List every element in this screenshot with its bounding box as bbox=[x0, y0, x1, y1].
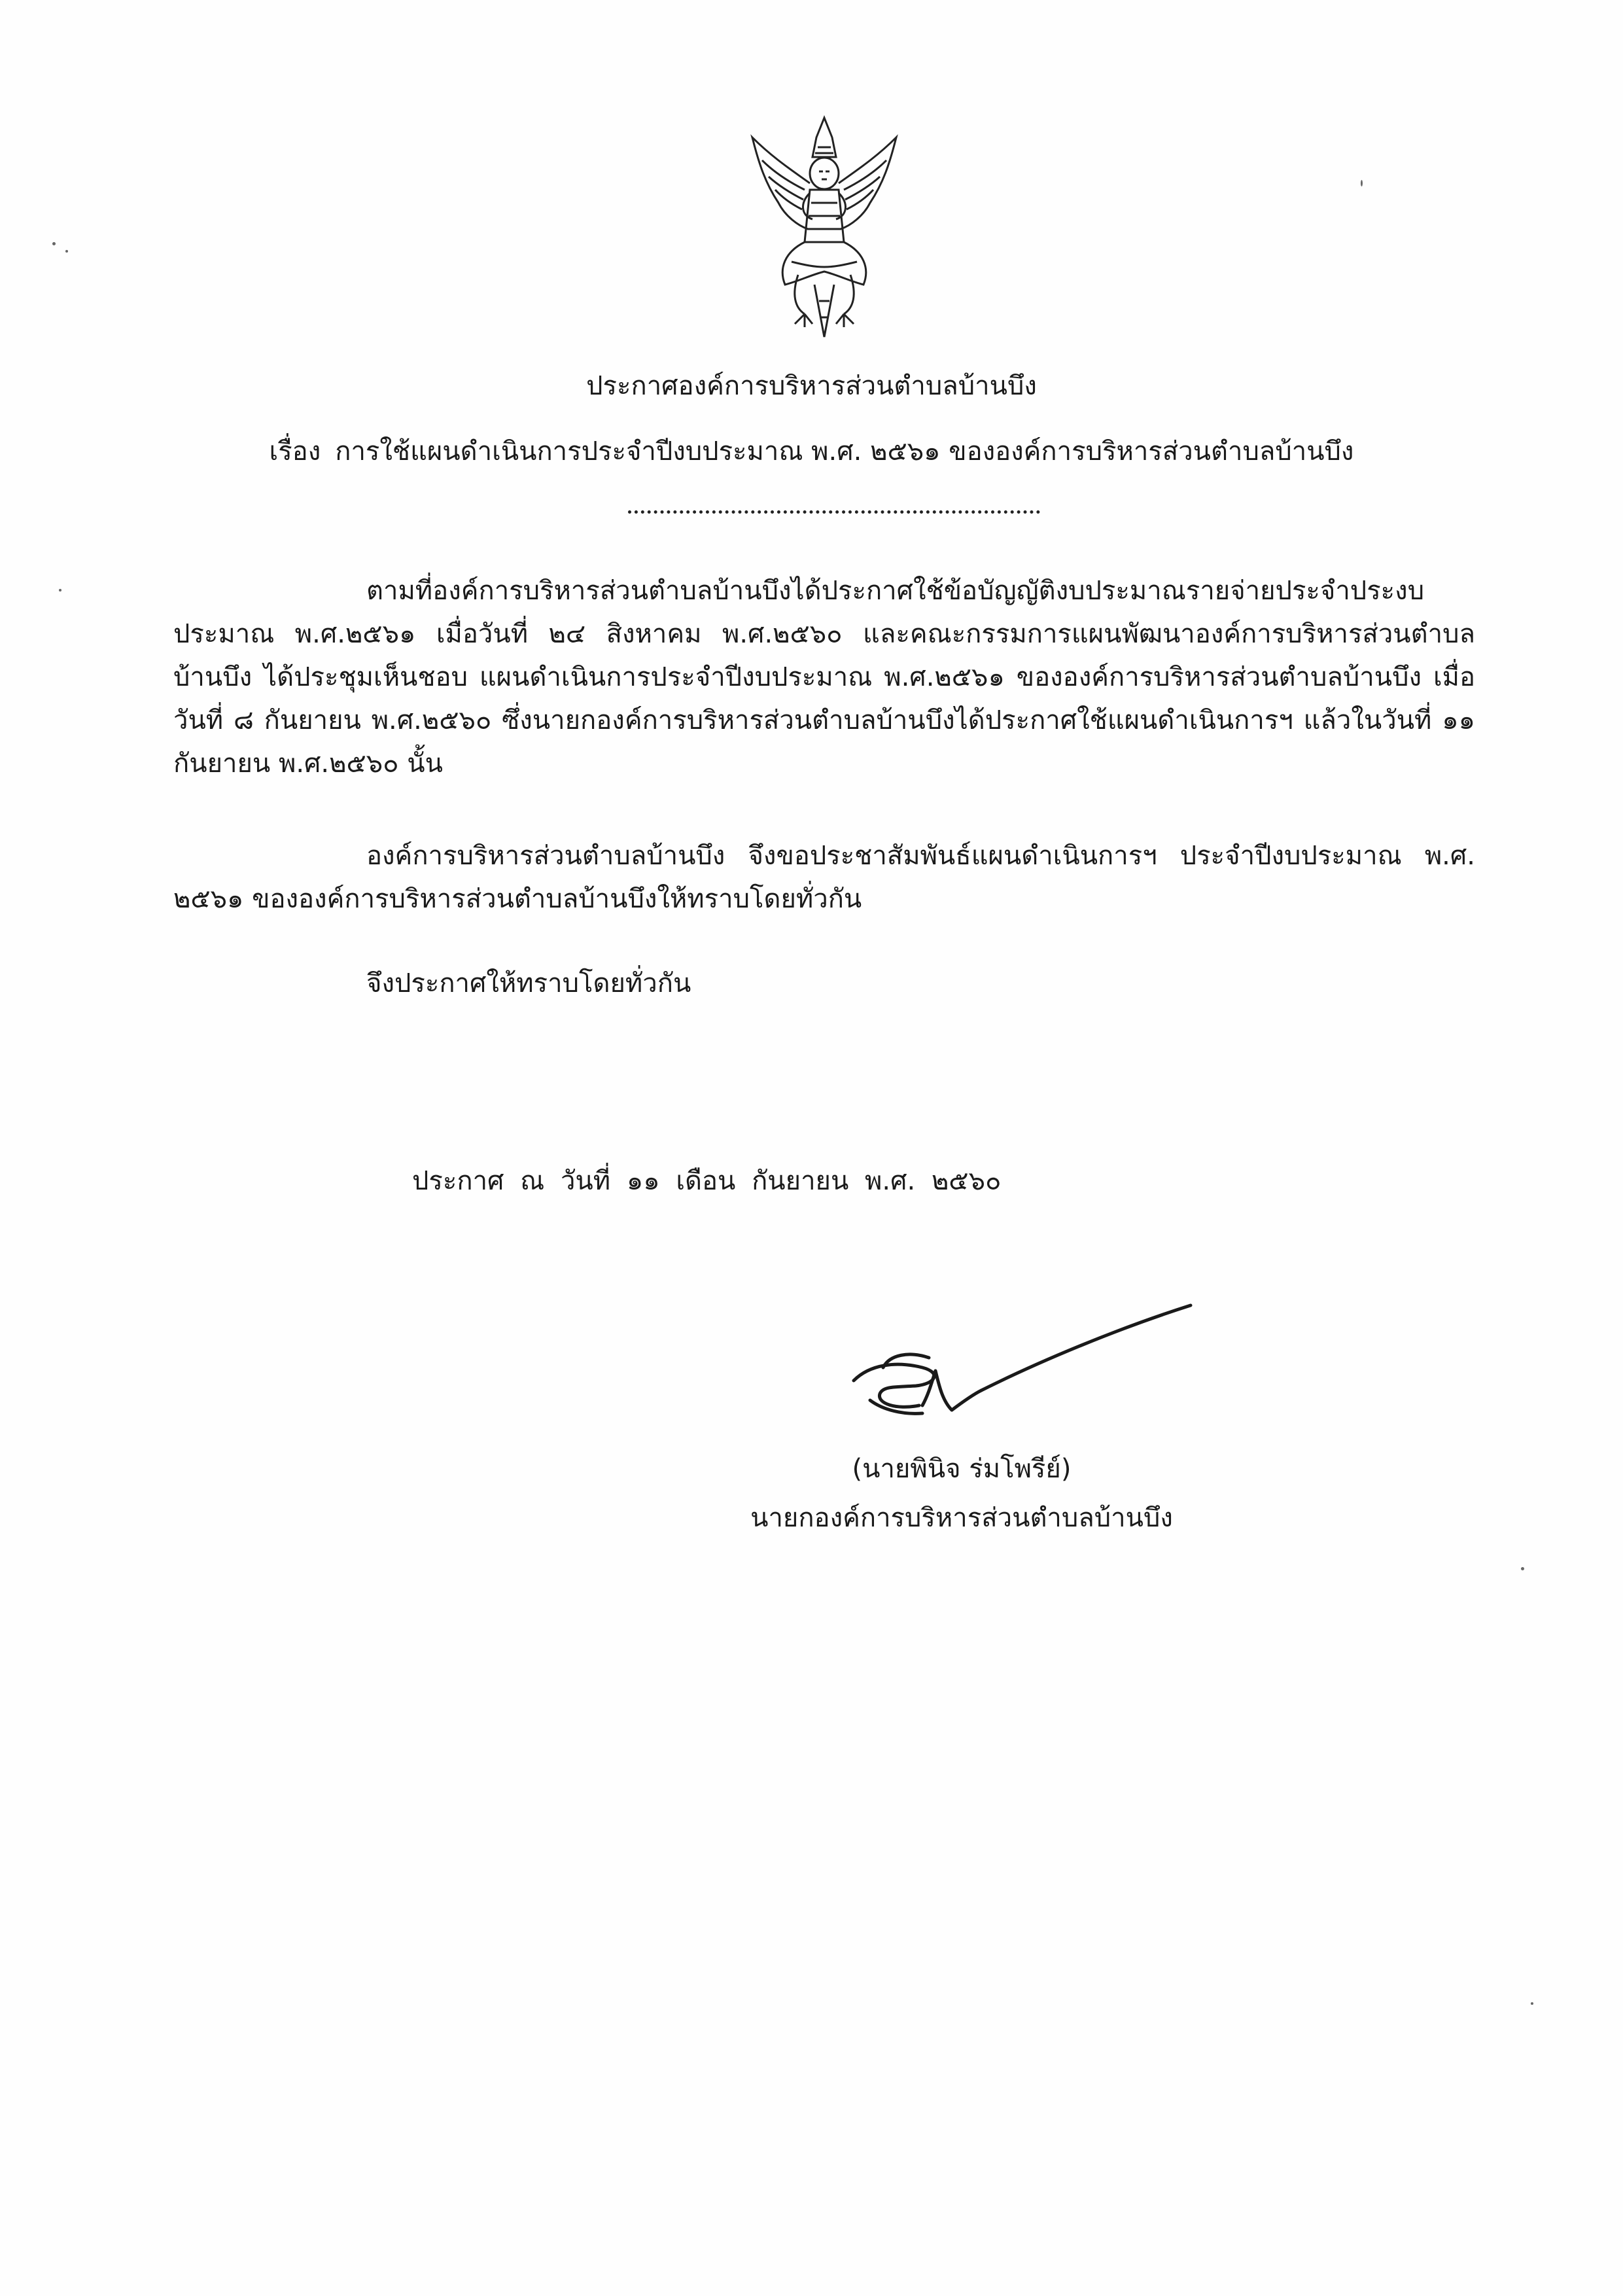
subject-label: เรื่อง bbox=[269, 436, 321, 467]
dotted-separator bbox=[628, 497, 1040, 514]
subject-line bbox=[0, 432, 1623, 471]
paragraph-text: จึงประกาศให้ทราบโดยทั่วกัน bbox=[366, 968, 691, 998]
scan-speck bbox=[1531, 2002, 1533, 2005]
scan-speck bbox=[65, 250, 68, 253]
body-paragraph-1 bbox=[173, 569, 1475, 785]
paragraph-text: ตามที่องค์การบริหารส่วนตำบลบ้านบึงได้ประกาศใช้ข้อบัญญัติงบประมาณรายจ่ายประจำประงบประมาณ พ.ศ.๒๕๖๑ เมื่อวันที่ ๒๔ สิงหาคม พ.ศ.๒๕๖๐ และคณะกรรมการแผนพัฒนาองค์การบริหารส่วนตำบลบ้านบึง ได้ประชุมเห็นชอบ แผนดำเนินการประจำปีงบประมาณ พ.ศ.๒๕๖๑ ขององค์การบริหารส่วนตำบลบ้านบึง เมื่อวันที่ ๘ กันยายน พ.ศ.๒๕๖๐ ซึ่งนายกองค์การบริหารส่วนตำบลบ้านบึงได้ประกาศใช้แผนดำเนินการฯ แล้วในวันที่ ๑๑ กันยายน พ.ศ.๒๕๖๐ นั้น bbox=[173, 576, 1475, 779]
subject-text: การใช้แผนดำเนินการประจำปีงบประมาณ พ.ศ. ๒๕๖๑ ขององค์การบริหารส่วนตำบลบ้านบึง bbox=[335, 436, 1354, 467]
announcement-date: ประกาศ ณ วันที่ ๑๑ เดือน กันยายน พ.ศ. ๒๕๖๐ bbox=[412, 1166, 1002, 1196]
body-paragraph-2 bbox=[173, 834, 1475, 921]
announcement-title: ประกาศองค์การบริหารส่วนตำบลบ้านบึง bbox=[586, 371, 1037, 401]
scan-speck bbox=[59, 589, 61, 592]
paragraph-text: องค์การบริหารส่วนตำบลบ้านบึง จึงขอประชาสัมพันธ์แผนดำเนินการฯ ประจำปีงบประมาณ พ.ศ. ๒๕๖๑ ขององค์การบริหารส่วนตำบลบ้านบึงให้ทราบโดยทั่วกัน bbox=[173, 841, 1475, 914]
scan-speck bbox=[52, 242, 56, 245]
garuda-emblem-icon bbox=[739, 111, 909, 347]
handwritten-signature bbox=[844, 1302, 1197, 1439]
body-paragraph-3 bbox=[173, 962, 1475, 1005]
scan-speck bbox=[1361, 180, 1363, 186]
scan-speck bbox=[1521, 1567, 1524, 1570]
signer-name: (นายพินิจ ร่มโพรีย์) bbox=[852, 1454, 1072, 1484]
signer-position: นายกองค์การบริหารส่วนตำบลบ้านบึง bbox=[750, 1503, 1173, 1533]
